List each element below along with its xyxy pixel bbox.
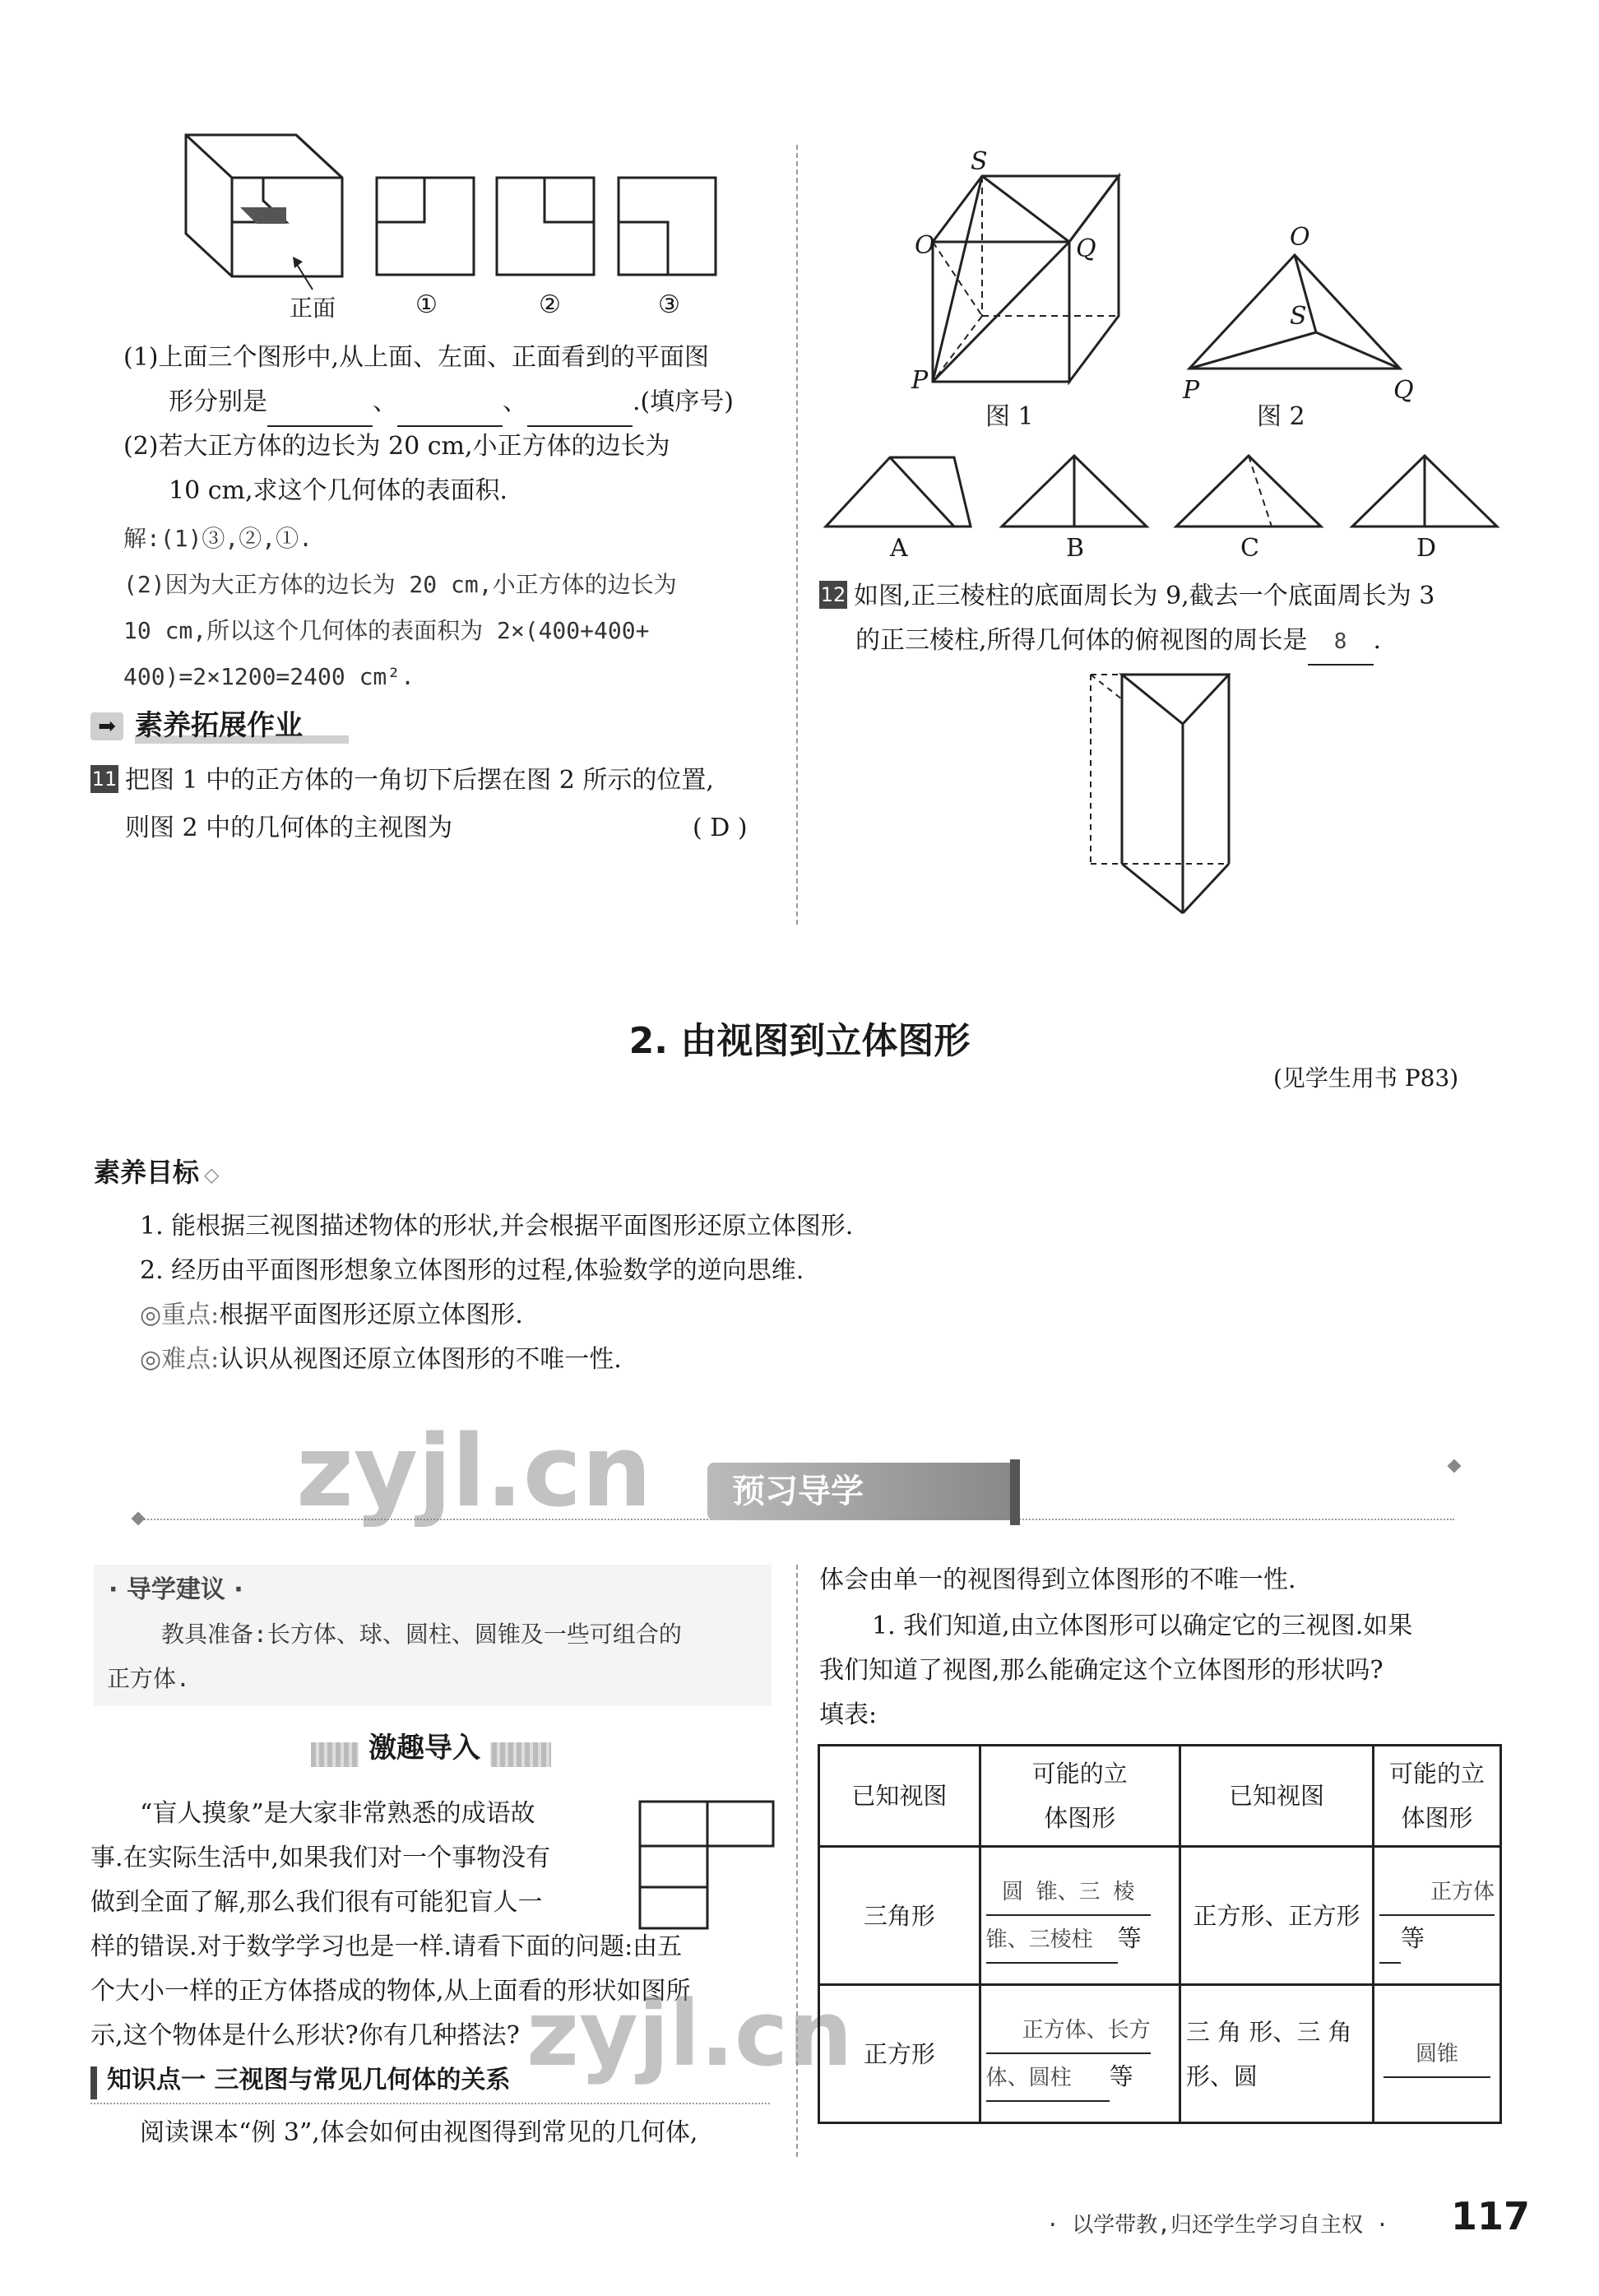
- header-possible-solid-1b: 体图形: [1044, 1804, 1116, 1832]
- row1-possible-solid: [980, 1847, 1180, 1985]
- question-11-text: 把图 1 中的正方体的一角切下后摆在图 2 所示的位置,: [125, 766, 714, 795]
- choice-label-D: D: [1416, 534, 1437, 563]
- intro-title: 激趣导入: [359, 1726, 490, 1770]
- header-known-view-1: 已知视图: [819, 1746, 980, 1847]
- table-header-row: [819, 1746, 1501, 1847]
- goals-title-text: 素养目标: [94, 1157, 200, 1188]
- answer-blank-1: [267, 381, 373, 427]
- row2-fill-c: 圆锥: [1383, 2032, 1490, 2078]
- top-view-figure: [638, 1800, 776, 1932]
- key-point: [140, 1293, 523, 1338]
- row2-known-view-2: [1180, 1985, 1373, 2123]
- intro-line6: 示,这个物体是什么形状?你有几种搭法?: [90, 2021, 520, 2050]
- row2-fill-a: 正方体、长方: [986, 2008, 1151, 2054]
- figure-2-label-S: S: [1290, 302, 1307, 331]
- banner-left-dot: [132, 1512, 146, 1526]
- intro-line5: 个大小一样的正方体搭成的物体,从上面看的形状如图所: [90, 1977, 691, 2006]
- key-point-label: ◎重点:: [140, 1301, 220, 1329]
- header-known-view-2: 已知视图: [1180, 1746, 1373, 1847]
- row2-possible-solid-2: [1373, 1985, 1500, 2123]
- row1-known-view: 三角形: [819, 1847, 980, 1985]
- row1-etc: 等: [1117, 1923, 1142, 1952]
- solution-line4: 400)=2×1200=2400 cm².: [123, 663, 415, 690]
- question-part1-tail: .(填序号): [633, 387, 734, 416]
- answer-blank-3: [527, 381, 633, 427]
- prism-figure: [1082, 666, 1231, 921]
- row2-known-view-2b: 形、圆: [1185, 2062, 1258, 2090]
- extension-section-title: 素养拓展作业: [135, 709, 303, 742]
- reference: (见学生用书 P83): [1273, 1065, 1459, 1092]
- column-divider-lower: [796, 1565, 798, 2157]
- guide-line1: 教具准备:长方体、球、圆柱、圆锥及一些可组合的: [161, 1621, 682, 1648]
- watermark-1: zyjl.cn: [296, 1415, 652, 1529]
- question-12-line1: [819, 574, 1434, 619]
- guide-title: · 导学建议 ·: [109, 1575, 243, 1604]
- question-11-answer: ( D ): [693, 814, 748, 842]
- figure-2-caption: 图 2: [1257, 402, 1305, 431]
- goal-2: 2. 经历由平面图形想象立体图形的过程,体验数学的逆向思维.: [140, 1256, 804, 1285]
- page-number: 117: [1451, 2194, 1531, 2238]
- footer-slogan: · 以学带教,归还学生学习自主权 ·: [1046, 2213, 1389, 2238]
- option-label-2: ②: [539, 290, 561, 319]
- header-possible-solid-1a: 可能的立: [1031, 1760, 1128, 1788]
- question-part2-line1: (2)若大正方体的边长为 20 cm,小正方体的边长为: [123, 432, 670, 461]
- table-row: [819, 1985, 1501, 2123]
- choice-A-figure: [826, 457, 971, 526]
- difficulty: [140, 1338, 622, 1382]
- question-12-tail: .: [1373, 626, 1382, 655]
- view-option-2: [497, 178, 594, 275]
- table-row: [819, 1847, 1501, 1985]
- choice-C-figure: [1176, 456, 1321, 526]
- view-option-1: [377, 178, 474, 275]
- header-possible-solid-2b: 体图形: [1401, 1804, 1473, 1832]
- separator-2: 、: [503, 387, 527, 416]
- figure-2-label-Q: Q: [1393, 376, 1414, 405]
- column-divider: [796, 145, 798, 925]
- solution-line1: 解:(1)③,②,①.: [123, 525, 313, 552]
- guide-line2: 正方体.: [107, 1665, 190, 1692]
- right-line3: 我们知道了视图,那么能确定这个立体图形的形状吗?: [819, 1656, 1383, 1685]
- option-label-3: ③: [658, 290, 680, 319]
- question-part1-prefix: 形分别是: [169, 387, 267, 416]
- row2-known-view-2a: 三 角 形、三 角: [1185, 2017, 1352, 2046]
- banner-title: 预习导学: [732, 1473, 864, 1510]
- row2-fill-b: 体、圆柱: [986, 2056, 1110, 2102]
- row1-etc-2: 等: [1400, 1923, 1425, 1952]
- figure-1-caption: 图 1: [985, 402, 1034, 431]
- difficulty-text: 认识从视图还原立体图形的不唯一性.: [219, 1345, 622, 1374]
- views-table: [818, 1744, 1502, 2124]
- row1-known-view-2: 正方形、正方形: [1180, 1847, 1373, 1985]
- separator-1: 、: [373, 387, 397, 416]
- question-12-text: 如图,正三棱柱的底面周长为 9,截去一个底面周长为 3: [854, 582, 1435, 610]
- figure-1-label-Q: Q: [1076, 234, 1096, 263]
- solution-line2: (2)因为大正方体的边长为 20 cm,小正方体的边长为: [123, 571, 677, 598]
- intro-line3: 做到全面了解,那么我们很有可能犯盲人一: [90, 1888, 543, 1917]
- row2-etc: 等: [1109, 2062, 1133, 2090]
- right-line2: 1. 我们知道,由立体图形可以确定它的三视图.如果: [872, 1612, 1413, 1640]
- row2-possible-solid: [980, 1985, 1180, 2123]
- row1-possible-solid-2: [1373, 1847, 1500, 1985]
- row1-fill-a: 圆 锥、三 棱: [986, 1870, 1151, 1916]
- intro-line1: “盲人摸象”是大家非常熟悉的成语故: [140, 1799, 535, 1828]
- intro-line4: 样的错误.对于数学学习也是一样.请看下面的问题:由五: [90, 1932, 683, 1961]
- question-part1-line2: [169, 380, 734, 427]
- read-line: 阅读课本“例 3”,体会如何由视图得到常见的几何体,: [140, 2118, 698, 2147]
- row1-fill-c: 正方体: [1379, 1870, 1495, 1916]
- watermark-2: zyjl.cn: [526, 1981, 853, 2086]
- goal-1: 1. 能根据三视图描述物体的形状,并会根据平面图形还原立体图形.: [140, 1212, 854, 1241]
- answer-blank-2: [397, 381, 503, 427]
- difficulty-label: ◎难点:: [140, 1345, 220, 1374]
- header-possible-solid-2a: 可能的立: [1388, 1760, 1485, 1788]
- knowledge-point-bar: [90, 2066, 97, 2099]
- question-part1-line1: (1)上面三个图形中,从上面、左面、正面看到的平面图: [123, 343, 710, 372]
- figure-1-cube: [905, 161, 1152, 400]
- row1-fill-d: [1379, 1918, 1401, 1964]
- figure-1-label-P: P: [911, 366, 929, 395]
- figure-2-label-P: P: [1183, 376, 1200, 405]
- view-option-3: [619, 178, 716, 275]
- banner-right-dot: [1448, 1459, 1462, 1473]
- figure-2-label-O: O: [1290, 223, 1310, 252]
- question-11-line2: 则图 2 中的几何体的主视图为: [125, 814, 453, 842]
- arrow-icon: ➡: [90, 712, 123, 740]
- section-title: 2. 由视图到立体图形: [628, 1020, 971, 1062]
- question-12-badge: 12: [819, 581, 847, 609]
- question-12-line2: [855, 619, 1381, 666]
- extension-section-header: [90, 707, 354, 744]
- choice-B-figure: [1002, 456, 1147, 526]
- right-line1: 体会由单一的视图得到立体图形的不唯一性.: [819, 1565, 1296, 1594]
- intro-line2: 事.在实际生活中,如果我们对一个事物没有: [90, 1844, 551, 1872]
- banner-end-bar: [1010, 1459, 1020, 1525]
- right-line4: 填表:: [819, 1700, 878, 1729]
- option-label-1: ①: [415, 290, 438, 319]
- figure-1-label-O: O: [915, 231, 935, 260]
- question-12-answer: 8: [1308, 619, 1374, 666]
- row2-known-view: 正方形: [819, 1985, 980, 2123]
- goals-title: [94, 1150, 219, 1197]
- header-possible-solid-2: [1373, 1746, 1500, 1847]
- choice-label-B: B: [1066, 534, 1085, 563]
- choice-figures: [823, 449, 1513, 531]
- choice-label-A: A: [890, 534, 908, 563]
- figure-1-label-S: S: [971, 147, 988, 176]
- front-label: 正面: [290, 295, 336, 322]
- solution-line3: 10 cm,所以这个几何体的表面积为 2×(400+400+: [123, 617, 650, 644]
- question-12-text-2: 的正三棱柱,所得几何体的俯视图的周长是: [855, 626, 1308, 655]
- knowledge-point-title: 知识点一 三视图与常见几何体的关系: [107, 2066, 511, 2094]
- question-11-badge: 11: [90, 765, 118, 793]
- question-11-line1: [90, 758, 714, 803]
- cube-figure: [181, 132, 740, 329]
- header-possible-solid-1: [980, 1746, 1180, 1847]
- row1-fill-b: 锥、三棱柱: [986, 1918, 1118, 1964]
- choice-D-figure: [1352, 456, 1497, 526]
- question-part2-line2: 10 cm,求这个几何体的表面积.: [169, 476, 508, 505]
- key-point-text: 根据平面图形还原立体图形.: [219, 1301, 523, 1329]
- choice-label-C: C: [1240, 534, 1259, 563]
- diamond-icon: ◇: [204, 1163, 220, 1186]
